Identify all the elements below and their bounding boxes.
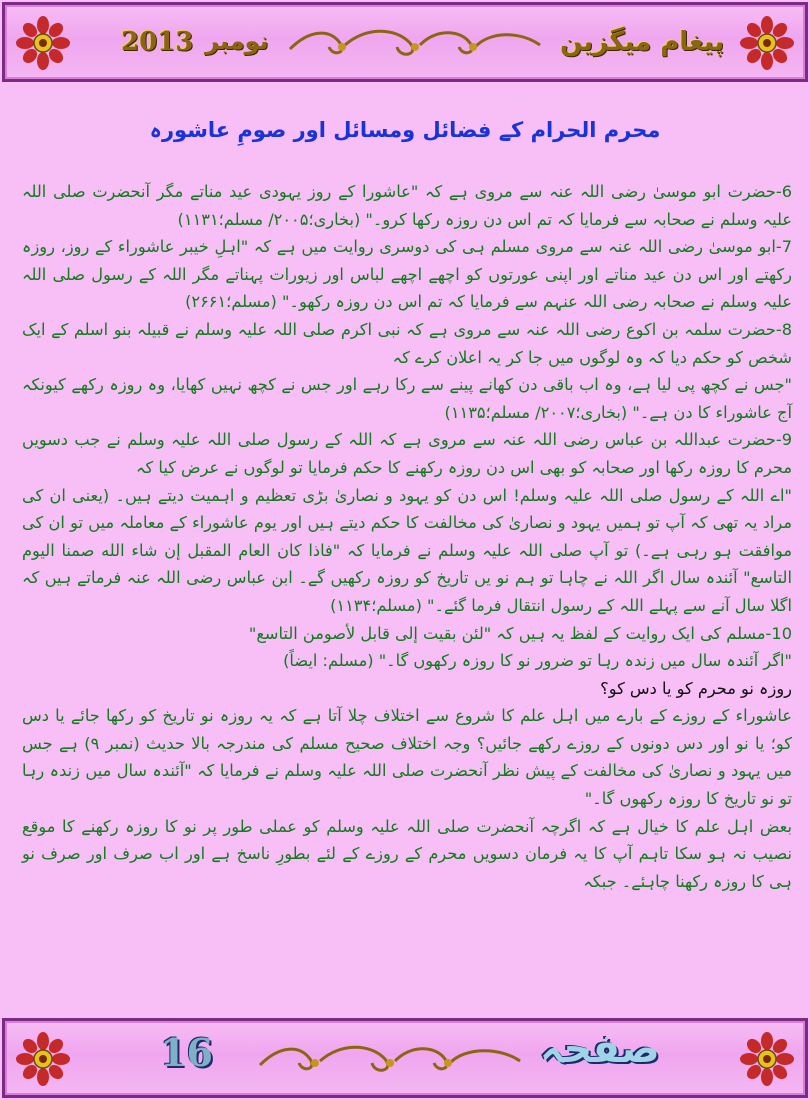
- page-number: 16: [160, 1030, 213, 1075]
- flower-icon: [739, 15, 795, 71]
- flower-icon: [15, 1031, 71, 1087]
- article-body: [22, 178, 792, 895]
- article-title: محرم الحرام کے فضائل ومسائل اور صومِ عاشورہ: [149, 118, 661, 142]
- paragraph: 6-حضرت ابو موسیٰ رضی اللہ عنہ سے مروی ہے کہ "عاشورا کے روز یہودی عید مناتے مگر آنحضرت صلی اللہ علیہ وسلم نے صحابہ سے فرمایا کہ تم اس دن روزہ رکھا کرو۔" (بخاری؛۲۰۰۵/ مسلم؛۱۱۳۱): [22, 182, 792, 229]
- magazine-name: پیغام میگزین: [560, 27, 725, 57]
- paragraph: 10-مسلم کی ایک روایت کے لفظ یہ ہیں کہ "لئن بقيت إلى قابل لأصومن التاسع": [248, 623, 792, 643]
- paragraph: "اگر آئندہ سال میں زندہ رہا تو ضرور نو کا روزہ رکھوں گا۔" (مسلم: ایضاً): [283, 651, 792, 671]
- section-heading: روزہ نو محرم کو یا دس کو؟: [600, 678, 792, 698]
- paragraph: "اے اللہ کے رسول صلی اللہ علیہ وسلم! اس دن کو یہود و نصاریٰ بڑی تعظیم و اہمیت دیتے ہیں۔ (یعنی ان کی مراد یہ تھی کہ آپ تو ہمیں یہود و نصاریٰ کی مخالفت کا حکم دیتے ہیں اور یوم عاشوراء کے معاملہ میں تو ان کی موافقت ہو رہی ہے۔) تو آپ صلی اللہ علیہ وسلم نے فرمایا کہ "فاذا کان العام المقبل إن شاء الله صمنا اليوم التاسع" آئندہ سال اگر اللہ نے چاہا تو ہم نو یں تاریخ کو روزہ رکھیں گے۔ ابن عباس رضی اللہ عنہ فرماتے ہیں کہ اگلا سال آنے سے پہلے اللہ کے رسول انتقال فرما گئے۔" (مسلم؛۱۱۳۴): [22, 485, 792, 615]
- page-label: صفحہ: [540, 1026, 660, 1072]
- gold-scroll-ornament: [255, 1041, 525, 1077]
- header-band: [2, 2, 808, 82]
- paragraph: "جس نے کچھ پی لیا ہے، وہ اب باقی دن کھانے پینے سے رکا رہے اور جس نے کچھ نہیں کھایا، وہ روزہ رکھے کیونکہ آج عاشوراء کا دن ہے۔" (بخاری؛۲۰۰۷/ مسلم؛۱۱۳۵): [22, 375, 792, 422]
- paragraph: عاشوراء کے روزے کے بارے میں اہل علم کا شروع سے اختلاف چلا آتا ہے کہ یہ روزہ نو تاریخ کو رکھا جائے یا دس کو؛ یا نو اور دس دونوں کے روزے رکھے جائیں؟ وجہ اختلاف صحیح مسلم کی مندرجہ بالا حدیث (نمبر ۹) ہے جس میں یہود و نصاریٰ کی مخالفت کے پیش نظر آنحضرت صلی اللہ علیہ وسلم نے فرمایا کہ "آئندہ سال میں زندہ رہا تو نو تاریخ کا روزہ رکھوں گا۔": [22, 706, 792, 809]
- header-year: 2013: [121, 27, 194, 57]
- footer-band: [2, 1018, 808, 1098]
- gold-scroll-ornament: [285, 25, 545, 61]
- flower-icon: [15, 15, 71, 71]
- paragraph: 7-ابو موسیٰ رضی اللہ عنہ سے مروی مسلم ہی کی دوسری روایت میں ہے کہ "اہلِ خیبر عاشوراء کے روز، روزہ رکھتے اور اس دن عید مناتے اور اپنی عورتوں کو اچھے اچھے لباس اور زیورات پہناتے مگر اللہ کے رسول صلی اللہ علیہ وسلم نے صحابہ رضی اللہ عنہم سے فرمایا کہ تم اس دن روزہ رکھو۔" (مسلم؛۲۶۶۱): [22, 237, 792, 312]
- flower-icon: [739, 1031, 795, 1087]
- header-month: نومبر: [205, 27, 269, 55]
- paragraph: بعض اہل علم کا خیال ہے کہ اگرچہ آنحضرت صلی اللہ علیہ وسلم کو عملی طور پر نو کا روزہ رکھنے کا موقع نصیب نہ ہو سکا تاہم آپ کا یہ فرمان دسویں محرم کے روزے کے لئے بطورِ ناسخ ہے اور اب صرف اور صرف نو ہی کا روزہ رکھنا چاہئے۔ جبکہ: [22, 816, 792, 891]
- paragraph: 8-حضرت سلمہ بن اکوع رضی اللہ عنہ سے مروی ہے کہ نبی اکرم صلی اللہ علیہ وسلم نے قبیلہ بنو اسلم کے ایک شخص کو حکم دیا کہ وہ لوگوں میں جا کر یہ اعلان کرے کہ: [22, 319, 792, 367]
- paragraph: 9-حضرت عبداللہ بن عباس رضی اللہ عنہ سے مروی ہے کہ اللہ کے رسول صلی اللہ علیہ وسلم نے جب دسویں محرم کا روزہ رکھا اور صحابہ کو بھی اس دن روزہ رکھنے کا حکم فرمایا تو لوگوں نے عرض کیا کہ: [22, 430, 792, 477]
